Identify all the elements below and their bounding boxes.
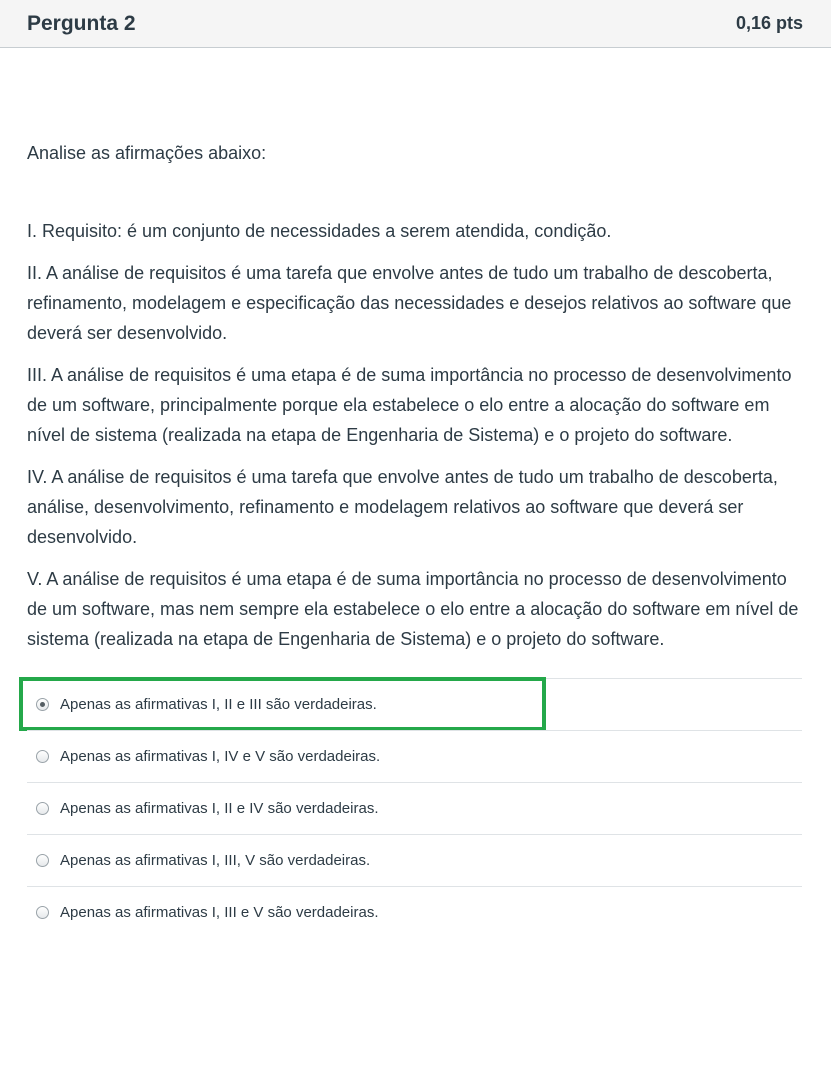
answer-option-4[interactable] (27, 834, 802, 886)
answer-label[interactable]: Apenas as afirmativas I, II e III são verdadeiras. (60, 696, 377, 713)
radio-button[interactable] (36, 854, 49, 867)
statement-1: I. Requisito: é um conjunto de necessidades a serem atendida, condição. (27, 221, 612, 241)
question-points: 0,16 pts (735, 13, 803, 33)
statement-5: V. A análise de requisitos é uma etapa é de suma importância no processo de desenvolvimento de um software, mas nem sempre ela estabelece o elo entre a alocação do software em nível de sistema (realizada na etapa de Engenharia de Sistema) e o projeto do software. (27, 569, 799, 649)
answer-option-3[interactable] (27, 782, 802, 834)
answer-label[interactable]: Apenas as afirmativas I, II e IV são verdadeiras. (60, 800, 379, 817)
radio-button[interactable] (36, 802, 49, 815)
statement-2: II. A análise de requisitos é uma tarefa que envolve antes de tudo um trabalho de descoberta, refinamento, modelagem e especificação das necessidades e desejos relativos ao software que deverá ser desenvolvido. (27, 263, 792, 343)
answer-label[interactable]: Apenas as afirmativas I, III e V são verdadeiras. (60, 904, 379, 921)
statement-4: IV. A análise de requisitos é uma tarefa que envolve antes de tudo um trabalho de descoberta, análise, desenvolvimento, refinamento e modelagem relativos ao software que deverá ser desenvolvido. (27, 467, 778, 547)
answer-option-5[interactable] (27, 886, 802, 938)
statement-3: III. A análise de requisitos é uma etapa é de suma importância no processo de desenvolvimento de um software, principalmente porque ela estabelece o elo entre a alocação do software em nível de sistema (realizada na etapa de Engenharia de Sistema) e o projeto do software. (27, 365, 792, 445)
statement-list (27, 216, 803, 654)
question-header (0, 0, 831, 48)
answer-label[interactable]: Apenas as afirmativas I, IV e V são verdadeiras. (60, 748, 381, 765)
question-intro: Analise as afirmações abaixo: (27, 143, 267, 163)
answer-option-2[interactable] (27, 730, 802, 782)
question-title: Pergunta 2 (27, 11, 136, 35)
radio-button[interactable] (36, 906, 49, 919)
answer-list (27, 678, 802, 938)
answer-label[interactable]: Apenas as afirmativas I, III, V são verdadeiras. (60, 852, 371, 869)
answer-option-1[interactable] (27, 678, 802, 730)
radio-button[interactable] (36, 698, 49, 711)
question-body (0, 48, 831, 938)
radio-button[interactable] (36, 750, 49, 763)
